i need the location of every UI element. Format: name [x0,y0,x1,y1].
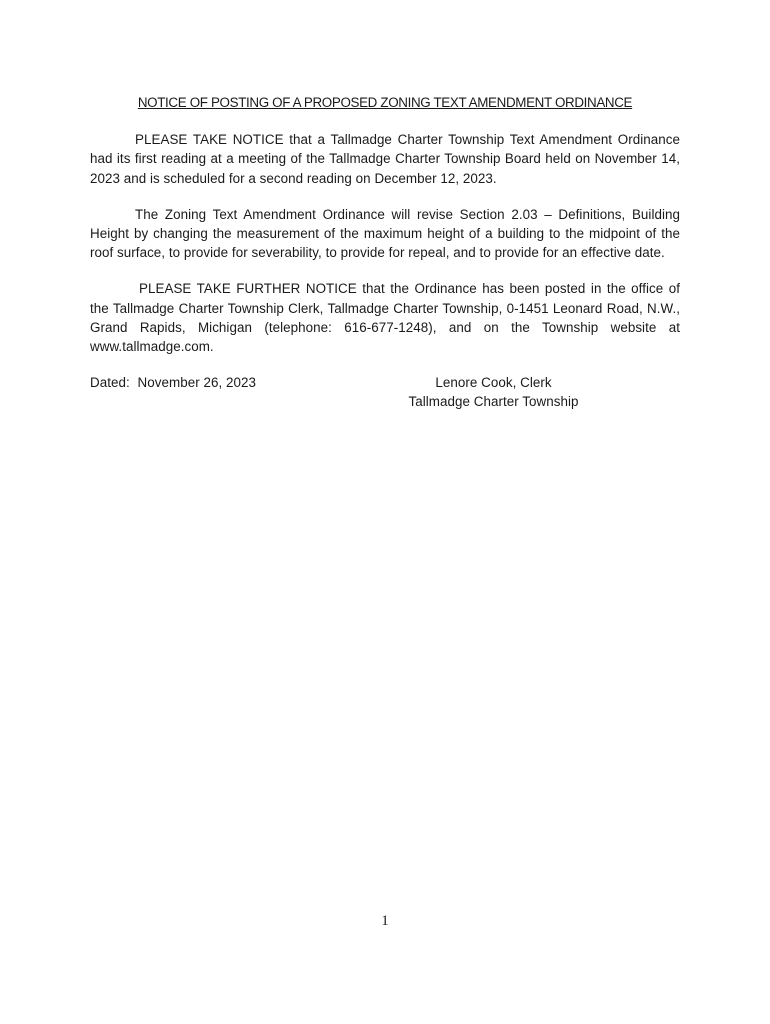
signature-organization: Tallmadge Charter Township [408,394,579,410]
date-signature-block [90,373,680,413]
document-body [90,93,680,413]
posting-notice-paragraph: PLEASE TAKE FURTHER NOTICE that the Ordinance has been posted in the office of the Tallmadge Charter Township Clerk, Tallmadge Charter Township, 0-1451 Leonard Road, N.W., Grand Rapids, Michigan (telephone: 616-677-1248), and on the Township website at www.tallmadge.com. [90,281,680,355]
signature-name: Lenore Cook, Clerk [435,375,552,391]
ordinance-description-paragraph: The Zoning Text Amendment Ordinance will revise Section 2.03 – Definitions, Building Height by changing the measurement of the maximum height of a building to the midpoint of the roof surface, to provide for severability, to provide for repeal, and to provide for an effective date. [90,206,680,261]
dated-label: Dated: [90,375,130,391]
dated-value: November 26, 2023 [137,375,257,391]
signature-block [406,373,581,411]
dated-line [90,373,256,392]
page-number: 1 [381,913,389,929]
notice-paragraph-first-reading: PLEASE TAKE NOTICE that a Tallmadge Charter Township Text Amendment Ordinance had its first reading at a meeting of the Tallmadge Charter Township Board held on November 14, 2023 and is scheduled for a second reading on December 12, 2023. [90,132,680,186]
document-title: NOTICE OF POSTING OF A PROPOSED ZONING TEXT AMENDMENT ORDINANCE [137,95,633,110]
